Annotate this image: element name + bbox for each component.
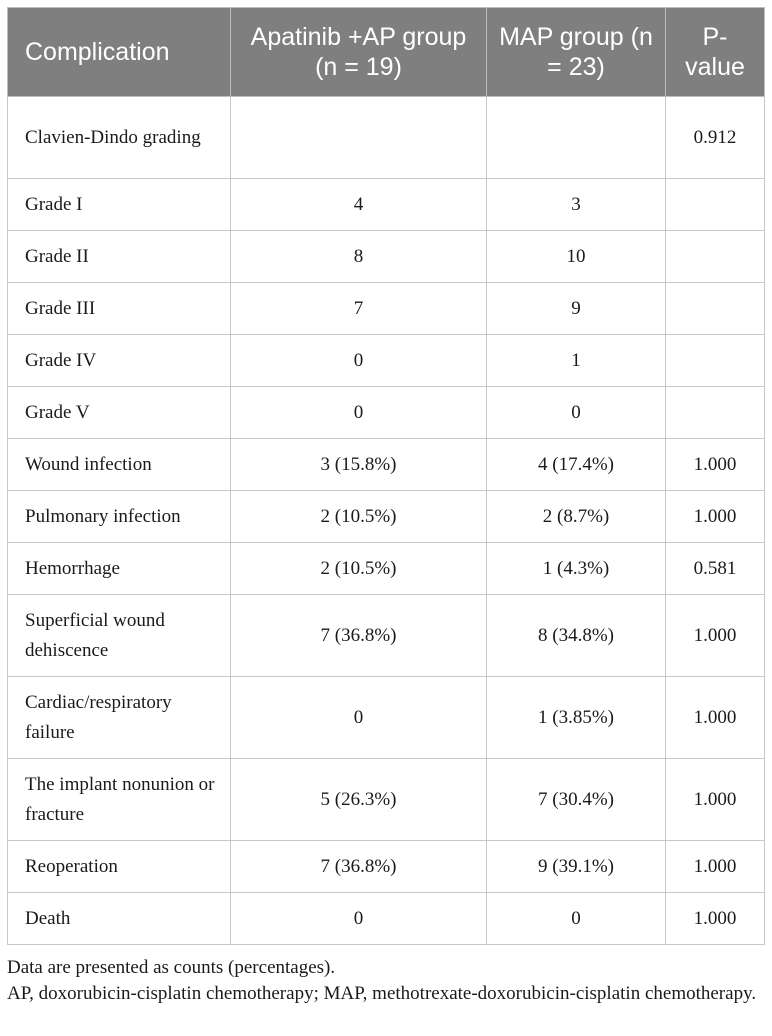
apatinib-value: 2 (10.5%) [231, 491, 487, 543]
row-label: Grade I [8, 179, 231, 231]
header-complication: Complication [8, 8, 231, 97]
table-row [8, 595, 765, 677]
row-label: Death [8, 893, 231, 945]
p-value: 1.000 [666, 595, 765, 677]
p-value: 0.581 [666, 543, 765, 595]
row-label: Grade IV [8, 335, 231, 387]
p-value [666, 231, 765, 283]
table-row [8, 283, 765, 335]
table-row [8, 387, 765, 439]
map-value: 0 [487, 893, 666, 945]
map-value: 9 [487, 283, 666, 335]
map-value: 4 (17.4%) [487, 439, 666, 491]
footnote-abbreviations: AP, doxorubicin-cisplatin chemotherapy; MAP, methotrexate-doxorubicin-cisplatin chemotherapy. [7, 983, 757, 1004]
row-label: Pulmonary infection [8, 491, 231, 543]
table-row [8, 97, 765, 179]
header-row [8, 8, 765, 97]
table-row [8, 759, 765, 841]
table-row [8, 893, 765, 945]
map-value [487, 97, 666, 179]
row-label: Superficial wound dehiscence [8, 595, 231, 677]
apatinib-value: 0 [231, 677, 487, 759]
p-value [666, 335, 765, 387]
apatinib-value: 4 [231, 179, 487, 231]
table-row [8, 335, 765, 387]
p-value [666, 283, 765, 335]
row-label: Grade II [8, 231, 231, 283]
table-row [8, 677, 765, 759]
table-header [8, 8, 765, 97]
p-value: 1.000 [666, 491, 765, 543]
p-value: 0.912 [666, 97, 765, 179]
map-value: 9 (39.1%) [487, 841, 666, 893]
p-value: 1.000 [666, 759, 765, 841]
row-label: Reoperation [8, 841, 231, 893]
map-value: 2 (8.7%) [487, 491, 666, 543]
header-p-value: P-value [666, 8, 765, 97]
table-row [8, 491, 765, 543]
row-label: The implant nonunion or fracture [8, 759, 231, 841]
row-label: Wound infection [8, 439, 231, 491]
p-value [666, 387, 765, 439]
apatinib-value: 2 (10.5%) [231, 543, 487, 595]
complication-table [7, 7, 765, 945]
p-value [666, 179, 765, 231]
table-body [8, 97, 765, 945]
table-row [8, 179, 765, 231]
map-value: 8 (34.8%) [487, 595, 666, 677]
map-value: 3 [487, 179, 666, 231]
apatinib-value: 7 [231, 283, 487, 335]
row-label: Cardiac/respiratory failure [8, 677, 231, 759]
map-value: 1 [487, 335, 666, 387]
apatinib-value [231, 97, 487, 179]
apatinib-value: 3 (15.8%) [231, 439, 487, 491]
apatinib-value: 0 [231, 335, 487, 387]
map-value: 10 [487, 231, 666, 283]
footnote-data-format: Data are presented as counts (percentages). [7, 957, 336, 978]
table-row [8, 841, 765, 893]
table-footnotes [7, 955, 764, 1007]
p-value: 1.000 [666, 841, 765, 893]
p-value: 1.000 [666, 893, 765, 945]
header-map-group: MAP group (n = 23) [487, 8, 666, 97]
row-label: Grade III [8, 283, 231, 335]
table-row [8, 543, 765, 595]
apatinib-value: 8 [231, 231, 487, 283]
map-value: 1 (4.3%) [487, 543, 666, 595]
map-value: 0 [487, 387, 666, 439]
map-value: 7 (30.4%) [487, 759, 666, 841]
p-value: 1.000 [666, 677, 765, 759]
header-apatinib-group: Apatinib +AP group (n = 19) [231, 8, 487, 97]
table-row [8, 439, 765, 491]
row-label: Clavien-Dindo grading [8, 97, 231, 179]
apatinib-value: 7 (36.8%) [231, 841, 487, 893]
map-value: 1 (3.85%) [487, 677, 666, 759]
row-label: Hemorrhage [8, 543, 231, 595]
apatinib-value: 0 [231, 893, 487, 945]
apatinib-value: 7 (36.8%) [231, 595, 487, 677]
p-value: 1.000 [666, 439, 765, 491]
complication-table-container [7, 7, 764, 1007]
apatinib-value: 0 [231, 387, 487, 439]
table-row [8, 231, 765, 283]
row-label: Grade V [8, 387, 231, 439]
apatinib-value: 5 (26.3%) [231, 759, 487, 841]
